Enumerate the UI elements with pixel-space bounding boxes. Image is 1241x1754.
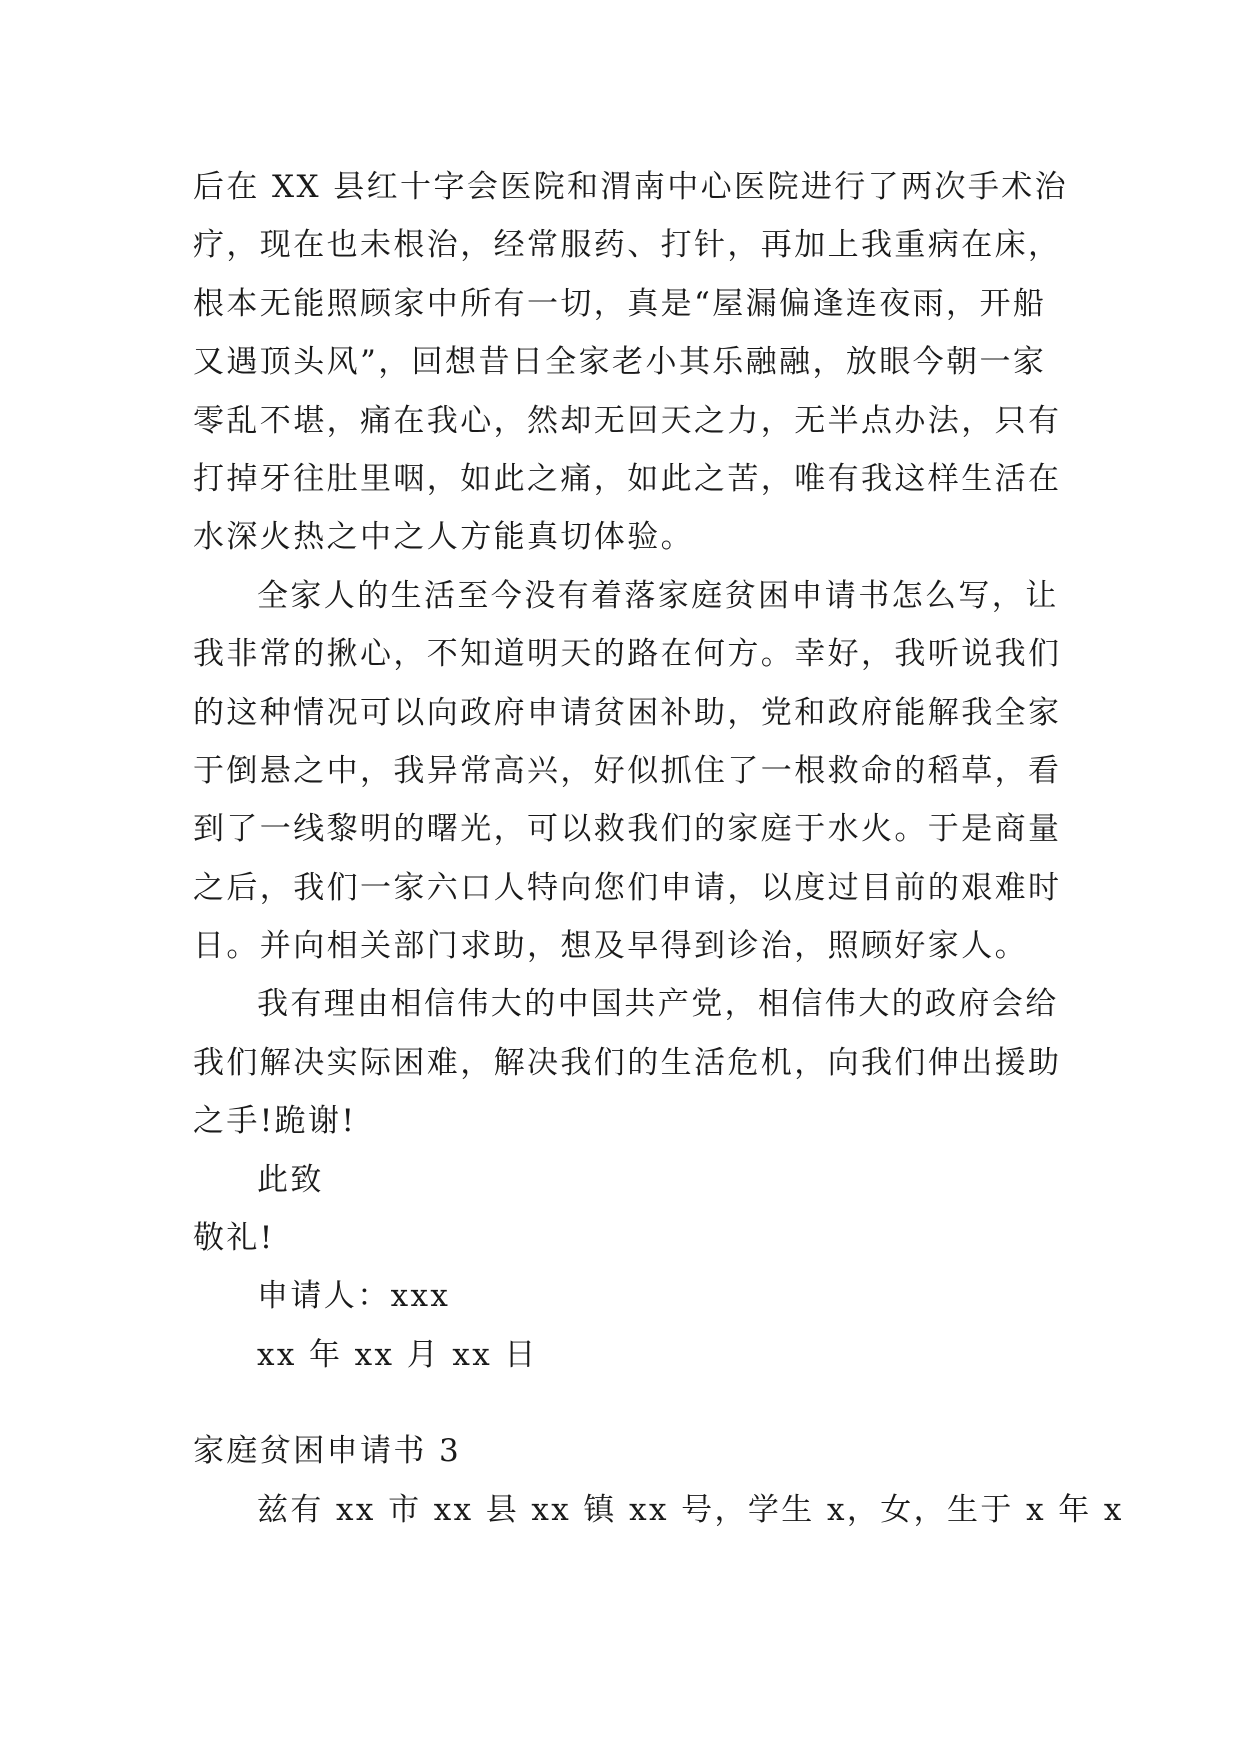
closing-salutation: 此致 bbox=[257, 1161, 324, 1198]
applicant-signature: 申请人：xxx bbox=[257, 1278, 451, 1315]
section-spacer bbox=[193, 1384, 1053, 1422]
paragraph-medical-history bbox=[193, 158, 1069, 567]
text-line: 全家人的生活至今没有着落家庭贫困申请书怎么写，让 bbox=[257, 577, 1059, 614]
text-line: 打掉牙往肚里咽，如此之痛，如此之苦，唯有我这样生活在 bbox=[193, 460, 1062, 497]
text-line: 又遇顶头风”，回想昔日全家老小其乐融融，放眼今朝一家 bbox=[193, 344, 1047, 381]
text-line: 的这种情况可以向政府申请贫困补助，党和政府能解我全家 bbox=[193, 694, 1062, 731]
next-section bbox=[193, 1422, 1124, 1539]
text-line: 根本无能照顾家中所有一切，真是“屋漏偏逢连夜雨，开船 bbox=[193, 285, 1047, 322]
text-line: 到了一线黎明的曙光，可以救我们的家庭于水火。于是商量 bbox=[193, 811, 1062, 848]
text-line: 我非常的揪心，不知道明天的路在何方。幸好，我听说我们 bbox=[193, 636, 1062, 673]
application-date: xx 年 xx 月 xx 日 bbox=[257, 1336, 538, 1373]
text-line: 后在 XX 县红十字会医院和渭南中心医院进行了两次手术治 bbox=[193, 169, 1069, 205]
text-line: 日。并向相关部门求助，想及早得到诊治，照顾好家人。 bbox=[193, 928, 1028, 965]
text-line: 零乱不堪，痛在我心，然却无回天之力，无半点办法，只有 bbox=[193, 402, 1062, 439]
closing-respect: 敬礼! bbox=[193, 1220, 275, 1257]
paragraph-gratitude bbox=[193, 975, 1062, 1150]
text-line: 于倒悬之中，我异常高兴，好似抓住了一根救命的稻草，看 bbox=[193, 752, 1062, 789]
paragraph-request bbox=[193, 567, 1062, 976]
document-body bbox=[193, 158, 1124, 1539]
text-line: 之后，我们一家六口人特向您们申请，以度过目前的艰难时 bbox=[193, 869, 1062, 906]
text-line: 水深火热之中之人方能真切体验。 bbox=[193, 519, 694, 556]
text-line: 疗，现在也未根治，经常服药、打针，再加上我重病在床， bbox=[193, 227, 1062, 264]
closing-block bbox=[193, 1151, 1053, 1385]
text-line: 兹有 xx 市 xx 县 xx 镇 xx 号，学生 x，女，生于 x 年 x bbox=[257, 1491, 1124, 1528]
text-line: 之手!跪谢! bbox=[193, 1103, 357, 1140]
text-line: 我有理由相信伟大的中国共产党，相信伟大的政府会给 bbox=[257, 986, 1059, 1023]
text-line: 我们解决实际困难，解决我们的生活危机，向我们伸出援助 bbox=[193, 1044, 1062, 1081]
section-title: 家庭贫困申请书 3 bbox=[193, 1433, 462, 1470]
